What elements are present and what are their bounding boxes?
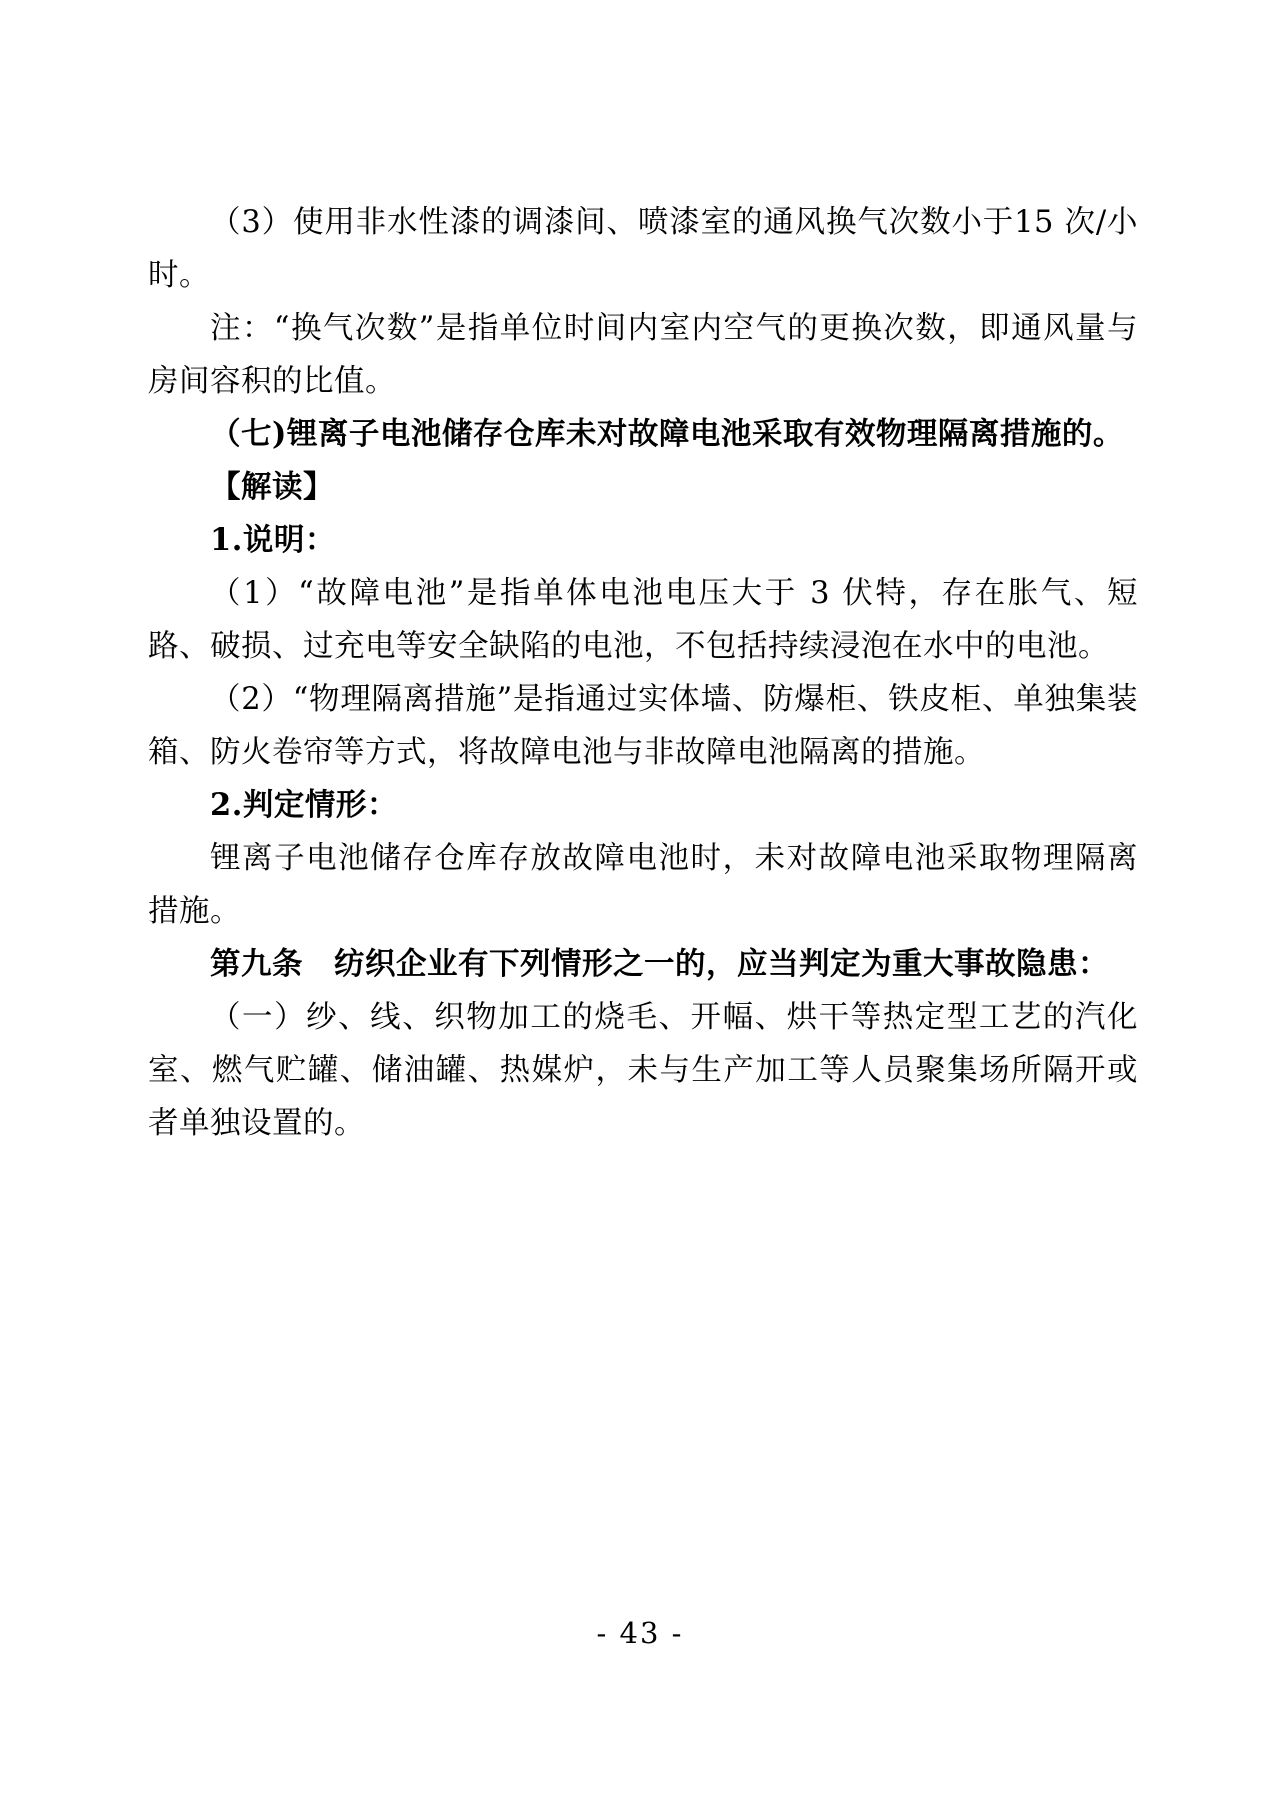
paragraph-item-seven-heading: （七)锂离子电池储存仓库未对故障电池采取有效物理隔离措施的。 <box>210 416 1124 452</box>
paragraph-ventilation-rate: （3）使用非水性漆的调漆间、喷漆室的通风换气次数小于15 次/小时。 <box>148 205 1138 293</box>
paragraph-article-nine-heading: 第九条 纺织企业有下列情形之一的，应当判定为重大事故隐患： <box>210 946 1109 982</box>
page-number: - 43 - <box>596 1616 684 1650</box>
paragraph-faulty-battery-definition: （1）“故障电池”是指单体电池电压大于 3 伏特，存在胀气、短路、破损、过充电等安全缺陷的电池，不包括持续浸泡在水中的电池。 <box>148 576 1138 664</box>
paragraph-determination-content: 锂离子电池储存仓库存放故障电池时，未对故障电池采取物理隔离措施。 <box>148 841 1138 929</box>
paragraph-determination-label: 2.判定情形： <box>210 787 398 823</box>
paragraph-physical-isolation-definition: （2）“物理隔离措施”是指通过实体墙、防爆柜、铁皮柜、单独集装箱、防火卷帘等方式，将故障电池与非故障电池隔离的措施。 <box>148 682 1138 770</box>
paragraph-explanation-label: 1.说明： <box>210 522 336 558</box>
paragraph-article-nine-item-one: （一）纱、线、织物加工的烧毛、开幅、烘干等热定型工艺的汽化室、燃气贮罐、储油罐、热媒炉，未与生产加工等人员聚集场所隔开或者单独设置的。 <box>148 1000 1138 1141</box>
page-body <box>148 196 1138 1150</box>
paragraph-interpretation-label: 【解读】 <box>210 469 334 505</box>
paragraph-note-air-change: 注：“换气次数”是指单位时间内室内空气的更换次数，即通风量与房间容积的比值。 <box>148 311 1138 399</box>
